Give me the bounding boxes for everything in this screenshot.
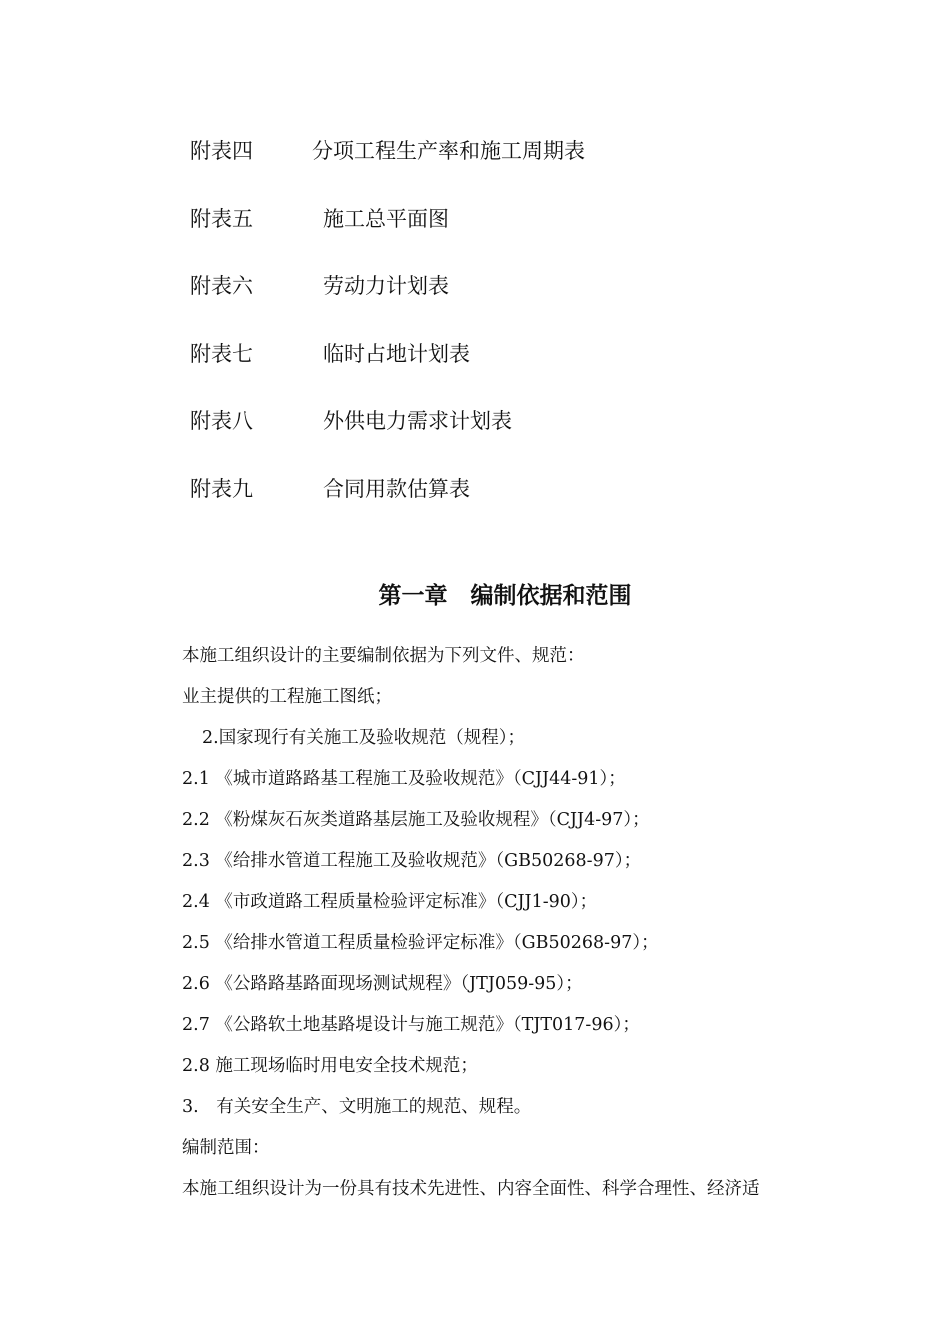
appendix-code: 附表七: [190, 341, 253, 366]
appendix-name: 分项工程生产率和施工周期表: [312, 139, 585, 163]
paragraph: 2.3 《给排水管道工程施工及验收规范》（GB50268-97）；: [182, 851, 642, 871]
paragraph: 本施工组织设计为一份具有技术先进性、内容全面性、科学合理性、经济适: [182, 1179, 760, 1199]
appendix-code: 附表四: [190, 139, 253, 163]
paragraph: 编制范围：: [182, 1138, 270, 1158]
paragraph: 2.国家现行有关施工及验收规范（规程）；: [202, 728, 525, 748]
paragraph: 2.2 《粉煤灰石灰类道路基层施工及验收规程》（CJJ4-97）；: [182, 810, 650, 830]
appendix-name: 外供电力需求计划表: [323, 409, 512, 434]
appendix-code: 附表六: [190, 274, 253, 299]
paragraph: 2.5 《给排水管道工程质量检验评定标准》（GB50268-97）；: [182, 933, 659, 953]
appendix-row: [190, 267, 830, 335]
appendix-row: [190, 470, 830, 538]
appendix-row: [190, 335, 830, 403]
appendix-name: 劳动力计划表: [323, 274, 449, 299]
paragraph: 本施工组织设计的主要编制依据为下列文件、规范：: [182, 646, 585, 666]
appendix-name: 合同用款估算表: [323, 476, 470, 501]
paragraph: 3. 有关安全生产、文明施工的规范、规程。: [182, 1097, 532, 1117]
appendix-row: [190, 402, 830, 470]
paragraph: 2.4 《市政道路工程质量检验评定标准》（CJJ1-90）；: [182, 892, 598, 912]
paragraph: 2.7 《公路软土地基路堤设计与施工规范》（TJT017-96）；: [182, 1015, 640, 1035]
appendix-code: 附表九: [190, 476, 253, 501]
appendix-list: [190, 132, 830, 538]
appendix-name: 施工总平面图: [323, 206, 449, 231]
appendix-code: 附表五: [190, 206, 253, 231]
paragraph: 2.1 《城市道路路基工程施工及验收规范》（CJJ44-91）；: [182, 769, 626, 789]
paragraph: 2.8 施工现场临时用电安全技术规范；: [182, 1056, 478, 1076]
chapter-title: 第一章 编制依据和范围: [378, 582, 632, 609]
appendix-row: [190, 132, 830, 200]
appendix-name: 临时占地计划表: [323, 341, 470, 366]
paragraph: 业主提供的工程施工图纸；: [182, 687, 392, 707]
paragraph: 2.6 《公路路基路面现场测试规程》（JTJ059-95）；: [182, 974, 583, 994]
body-text: [182, 636, 832, 1210]
appendix-row: [190, 200, 830, 268]
appendix-code: 附表八: [190, 409, 253, 434]
